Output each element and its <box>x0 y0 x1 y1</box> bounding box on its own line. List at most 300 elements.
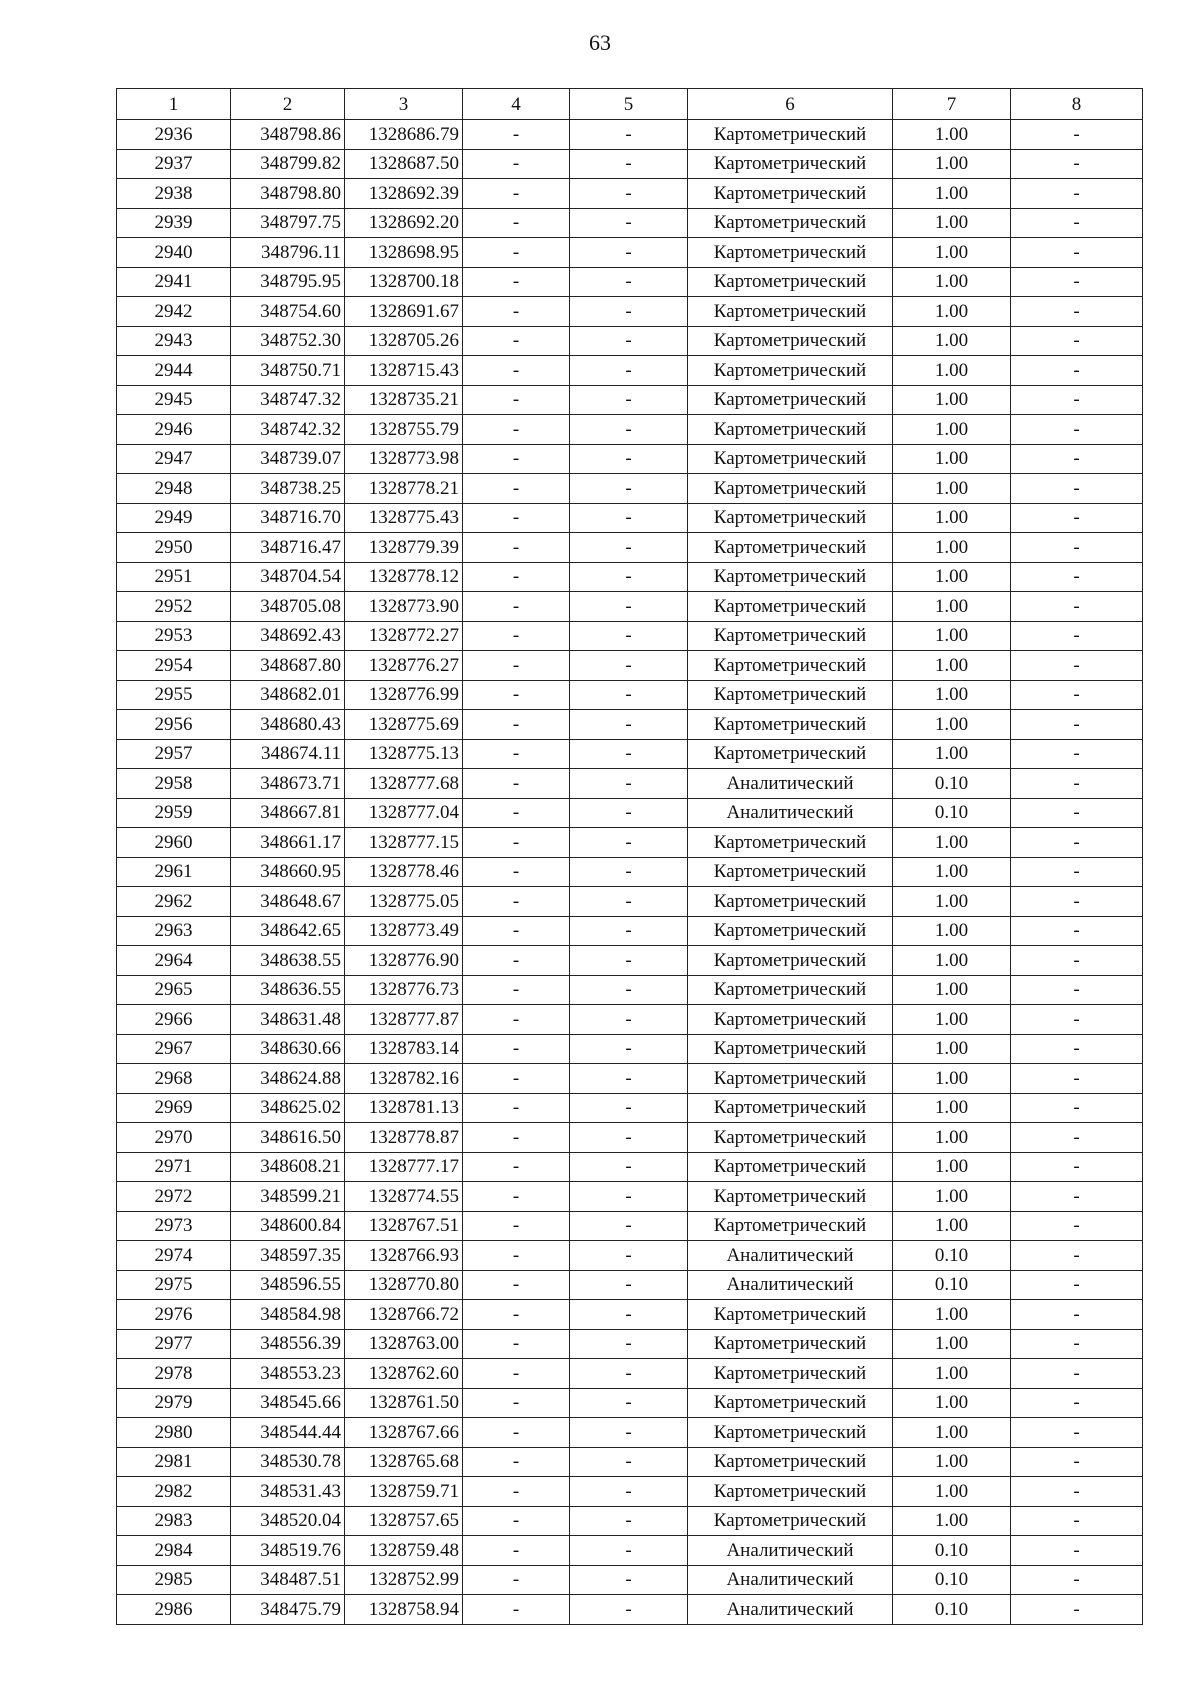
x-coordinate-cell: 348608.21 <box>231 1152 345 1182</box>
y-coordinate-cell: 1328759.71 <box>345 1477 463 1507</box>
point-number-cell: 2983 <box>117 1506 231 1536</box>
method-cell: Картометрический <box>688 385 893 415</box>
y-coordinate-cell: 1328775.43 <box>345 503 463 533</box>
table-row <box>117 297 1143 327</box>
x-coordinate-cell: 348531.43 <box>231 1477 345 1507</box>
column-4-cell: - <box>463 208 570 238</box>
column-8-cell: - <box>1011 149 1143 179</box>
column-5-cell: - <box>570 592 688 622</box>
point-number-cell: 2952 <box>117 592 231 622</box>
point-number-cell: 2985 <box>117 1565 231 1595</box>
method-cell: Картометрический <box>688 1034 893 1064</box>
column-8-cell: - <box>1011 1565 1143 1595</box>
accuracy-cell: 1.00 <box>893 356 1011 386</box>
column-8-cell: - <box>1011 710 1143 740</box>
column-5-cell: - <box>570 887 688 917</box>
column-header: 1 <box>117 89 231 120</box>
point-number-cell: 2950 <box>117 533 231 563</box>
column-5-cell: - <box>570 710 688 740</box>
y-coordinate-cell: 1328757.65 <box>345 1506 463 1536</box>
point-number-cell: 2944 <box>117 356 231 386</box>
column-5-cell: - <box>570 474 688 504</box>
column-8-cell: - <box>1011 1005 1143 1035</box>
column-4-cell: - <box>463 887 570 917</box>
method-cell: Картометрический <box>688 1477 893 1507</box>
table-row <box>117 710 1143 740</box>
accuracy-cell: 1.00 <box>893 975 1011 1005</box>
x-coordinate-cell: 348747.32 <box>231 385 345 415</box>
x-coordinate-cell: 348630.66 <box>231 1034 345 1064</box>
column-5-cell: - <box>570 1123 688 1153</box>
table-row <box>117 1241 1143 1271</box>
y-coordinate-cell: 1328759.48 <box>345 1536 463 1566</box>
accuracy-cell: 1.00 <box>893 946 1011 976</box>
accuracy-cell: 1.00 <box>893 562 1011 592</box>
column-5-cell: - <box>570 1477 688 1507</box>
method-cell: Картометрический <box>688 680 893 710</box>
accuracy-cell: 1.00 <box>893 1300 1011 1330</box>
column-header: 7 <box>893 89 1011 120</box>
y-coordinate-cell: 1328758.94 <box>345 1595 463 1625</box>
column-4-cell: - <box>463 651 570 681</box>
accuracy-cell: 1.00 <box>893 1477 1011 1507</box>
accuracy-cell: 0.10 <box>893 798 1011 828</box>
point-number-cell: 2942 <box>117 297 231 327</box>
x-coordinate-cell: 348795.95 <box>231 267 345 297</box>
table-row <box>117 1536 1143 1566</box>
accuracy-cell: 1.00 <box>893 1123 1011 1153</box>
y-coordinate-cell: 1328766.72 <box>345 1300 463 1330</box>
y-coordinate-cell: 1328776.73 <box>345 975 463 1005</box>
y-coordinate-cell: 1328781.13 <box>345 1093 463 1123</box>
x-coordinate-cell: 348648.67 <box>231 887 345 917</box>
column-header: 6 <box>688 89 893 120</box>
column-8-cell: - <box>1011 415 1143 445</box>
column-5-cell: - <box>570 1418 688 1448</box>
column-4-cell: - <box>463 975 570 1005</box>
column-5-cell: - <box>570 1152 688 1182</box>
column-8-cell: - <box>1011 474 1143 504</box>
column-4-cell: - <box>463 1477 570 1507</box>
x-coordinate-cell: 348584.98 <box>231 1300 345 1330</box>
method-cell: Картометрический <box>688 916 893 946</box>
table-row <box>117 1565 1143 1595</box>
table-row <box>117 238 1143 268</box>
accuracy-cell: 0.10 <box>893 1270 1011 1300</box>
column-8-cell: - <box>1011 503 1143 533</box>
x-coordinate-cell: 348667.81 <box>231 798 345 828</box>
column-4-cell: - <box>463 946 570 976</box>
y-coordinate-cell: 1328763.00 <box>345 1329 463 1359</box>
y-coordinate-cell: 1328778.12 <box>345 562 463 592</box>
point-number-cell: 2947 <box>117 444 231 474</box>
column-4-cell: - <box>463 916 570 946</box>
accuracy-cell: 1.00 <box>893 415 1011 445</box>
table-row <box>117 1270 1143 1300</box>
point-number-cell: 2941 <box>117 267 231 297</box>
column-4-cell: - <box>463 828 570 858</box>
column-4-cell: - <box>463 1329 570 1359</box>
column-8-cell: - <box>1011 1270 1143 1300</box>
column-4-cell: - <box>463 1300 570 1330</box>
table-row <box>117 1388 1143 1418</box>
column-4-cell: - <box>463 385 570 415</box>
method-cell: Картометрический <box>688 179 893 209</box>
x-coordinate-cell: 348738.25 <box>231 474 345 504</box>
column-5-cell: - <box>570 562 688 592</box>
accuracy-cell: 1.00 <box>893 1093 1011 1123</box>
column-4-cell: - <box>463 179 570 209</box>
coordinates-table <box>116 88 1143 1625</box>
column-header: 2 <box>231 89 345 120</box>
column-8-cell: - <box>1011 828 1143 858</box>
method-cell: Картометрический <box>688 946 893 976</box>
column-5-cell: - <box>570 1182 688 1212</box>
point-number-cell: 2940 <box>117 238 231 268</box>
y-coordinate-cell: 1328777.68 <box>345 769 463 799</box>
method-cell: Картометрический <box>688 1447 893 1477</box>
column-8-cell: - <box>1011 946 1143 976</box>
table-row <box>117 1329 1143 1359</box>
column-8-cell: - <box>1011 1447 1143 1477</box>
column-4-cell: - <box>463 562 570 592</box>
point-number-cell: 2984 <box>117 1536 231 1566</box>
accuracy-cell: 1.00 <box>893 916 1011 946</box>
point-number-cell: 2954 <box>117 651 231 681</box>
method-cell: Картометрический <box>688 1123 893 1153</box>
method-cell: Аналитический <box>688 769 893 799</box>
table-row <box>117 680 1143 710</box>
column-5-cell: - <box>570 1241 688 1271</box>
x-coordinate-cell: 348544.44 <box>231 1418 345 1448</box>
method-cell: Картометрический <box>688 1211 893 1241</box>
column-4-cell: - <box>463 1388 570 1418</box>
column-5-cell: - <box>570 297 688 327</box>
accuracy-cell: 1.00 <box>893 503 1011 533</box>
y-coordinate-cell: 1328715.43 <box>345 356 463 386</box>
x-coordinate-cell: 348796.11 <box>231 238 345 268</box>
table-row <box>117 828 1143 858</box>
x-coordinate-cell: 348742.32 <box>231 415 345 445</box>
column-8-cell: - <box>1011 267 1143 297</box>
column-8-cell: - <box>1011 1064 1143 1094</box>
method-cell: Картометрический <box>688 1388 893 1418</box>
accuracy-cell: 1.00 <box>893 857 1011 887</box>
x-coordinate-cell: 348642.65 <box>231 916 345 946</box>
column-8-cell: - <box>1011 444 1143 474</box>
column-8-cell: - <box>1011 1388 1143 1418</box>
y-coordinate-cell: 1328691.67 <box>345 297 463 327</box>
column-5-cell: - <box>570 946 688 976</box>
accuracy-cell: 1.00 <box>893 1064 1011 1094</box>
column-4-cell: - <box>463 267 570 297</box>
method-cell: Картометрический <box>688 356 893 386</box>
column-8-cell: - <box>1011 533 1143 563</box>
point-number-cell: 2978 <box>117 1359 231 1389</box>
y-coordinate-cell: 1328776.90 <box>345 946 463 976</box>
table-row <box>117 1005 1143 1035</box>
point-number-cell: 2960 <box>117 828 231 858</box>
column-8-cell: - <box>1011 1477 1143 1507</box>
table-row <box>117 1447 1143 1477</box>
table-body <box>117 120 1143 1625</box>
accuracy-cell: 1.00 <box>893 238 1011 268</box>
column-header: 4 <box>463 89 570 120</box>
column-4-cell: - <box>463 533 570 563</box>
accuracy-cell: 1.00 <box>893 680 1011 710</box>
point-number-cell: 2970 <box>117 1123 231 1153</box>
point-number-cell: 2974 <box>117 1241 231 1271</box>
y-coordinate-cell: 1328705.26 <box>345 326 463 356</box>
column-4-cell: - <box>463 1270 570 1300</box>
x-coordinate-cell: 348754.60 <box>231 297 345 327</box>
table-row <box>117 592 1143 622</box>
x-coordinate-cell: 348597.35 <box>231 1241 345 1271</box>
point-number-cell: 2958 <box>117 769 231 799</box>
point-number-cell: 2979 <box>117 1388 231 1418</box>
point-number-cell: 2938 <box>117 179 231 209</box>
table-row <box>117 1182 1143 1212</box>
y-coordinate-cell: 1328772.27 <box>345 621 463 651</box>
accuracy-cell: 1.00 <box>893 1034 1011 1064</box>
accuracy-cell: 0.10 <box>893 769 1011 799</box>
table-row <box>117 739 1143 769</box>
method-cell: Аналитический <box>688 798 893 828</box>
y-coordinate-cell: 1328777.17 <box>345 1152 463 1182</box>
table-row <box>117 356 1143 386</box>
column-8-cell: - <box>1011 297 1143 327</box>
table-row <box>117 887 1143 917</box>
column-4-cell: - <box>463 710 570 740</box>
x-coordinate-cell: 348475.79 <box>231 1595 345 1625</box>
method-cell: Картометрический <box>688 828 893 858</box>
table-row <box>117 1034 1143 1064</box>
point-number-cell: 2951 <box>117 562 231 592</box>
column-5-cell: - <box>570 1064 688 1094</box>
y-coordinate-cell: 1328775.69 <box>345 710 463 740</box>
y-coordinate-cell: 1328775.13 <box>345 739 463 769</box>
accuracy-cell: 1.00 <box>893 1005 1011 1035</box>
column-8-cell: - <box>1011 1123 1143 1153</box>
method-cell: Картометрический <box>688 208 893 238</box>
accuracy-cell: 1.00 <box>893 385 1011 415</box>
method-cell: Картометрический <box>688 533 893 563</box>
y-coordinate-cell: 1328775.05 <box>345 887 463 917</box>
column-8-cell: - <box>1011 1595 1143 1625</box>
table-row <box>117 267 1143 297</box>
column-5-cell: - <box>570 651 688 681</box>
table-row <box>117 120 1143 150</box>
y-coordinate-cell: 1328765.68 <box>345 1447 463 1477</box>
point-number-cell: 2961 <box>117 857 231 887</box>
column-8-cell: - <box>1011 592 1143 622</box>
point-number-cell: 2937 <box>117 149 231 179</box>
column-4-cell: - <box>463 1152 570 1182</box>
method-cell: Картометрический <box>688 415 893 445</box>
column-8-cell: - <box>1011 120 1143 150</box>
column-8-cell: - <box>1011 798 1143 828</box>
point-number-cell: 2977 <box>117 1329 231 1359</box>
column-4-cell: - <box>463 1536 570 1566</box>
x-coordinate-cell: 348530.78 <box>231 1447 345 1477</box>
column-4-cell: - <box>463 503 570 533</box>
table-row <box>117 1477 1143 1507</box>
table-row <box>117 946 1143 976</box>
column-5-cell: - <box>570 208 688 238</box>
column-8-cell: - <box>1011 621 1143 651</box>
accuracy-cell: 1.00 <box>893 1418 1011 1448</box>
y-coordinate-cell: 1328773.49 <box>345 916 463 946</box>
point-number-cell: 2965 <box>117 975 231 1005</box>
column-8-cell: - <box>1011 1182 1143 1212</box>
column-4-cell: - <box>463 444 570 474</box>
accuracy-cell: 1.00 <box>893 267 1011 297</box>
accuracy-cell: 0.10 <box>893 1595 1011 1625</box>
column-5-cell: - <box>570 267 688 297</box>
table-row <box>117 798 1143 828</box>
column-5-cell: - <box>570 1506 688 1536</box>
column-4-cell: - <box>463 120 570 150</box>
point-number-cell: 2969 <box>117 1093 231 1123</box>
column-8-cell: - <box>1011 1506 1143 1536</box>
x-coordinate-cell: 348705.08 <box>231 592 345 622</box>
column-8-cell: - <box>1011 385 1143 415</box>
column-4-cell: - <box>463 415 570 445</box>
column-5-cell: - <box>570 356 688 386</box>
table-row <box>117 385 1143 415</box>
point-number-cell: 2949 <box>117 503 231 533</box>
column-8-cell: - <box>1011 887 1143 917</box>
method-cell: Картометрический <box>688 887 893 917</box>
point-number-cell: 2957 <box>117 739 231 769</box>
accuracy-cell: 1.00 <box>893 444 1011 474</box>
table-row <box>117 326 1143 356</box>
column-8-cell: - <box>1011 975 1143 1005</box>
table-row <box>117 1359 1143 1389</box>
column-4-cell: - <box>463 1241 570 1271</box>
column-5-cell: - <box>570 769 688 799</box>
table-row <box>117 533 1143 563</box>
x-coordinate-cell: 348519.76 <box>231 1536 345 1566</box>
method-cell: Картометрический <box>688 238 893 268</box>
method-cell: Картометрический <box>688 267 893 297</box>
column-8-cell: - <box>1011 562 1143 592</box>
accuracy-cell: 1.00 <box>893 621 1011 651</box>
method-cell: Картометрический <box>688 503 893 533</box>
accuracy-cell: 0.10 <box>893 1536 1011 1566</box>
point-number-cell: 2939 <box>117 208 231 238</box>
column-5-cell: - <box>570 857 688 887</box>
method-cell: Картометрический <box>688 1093 893 1123</box>
column-8-cell: - <box>1011 680 1143 710</box>
column-5-cell: - <box>570 916 688 946</box>
point-number-cell: 2955 <box>117 680 231 710</box>
column-5-cell: - <box>570 1300 688 1330</box>
column-5-cell: - <box>570 1565 688 1595</box>
accuracy-cell: 1.00 <box>893 179 1011 209</box>
method-cell: Картометрический <box>688 326 893 356</box>
column-8-cell: - <box>1011 238 1143 268</box>
method-cell: Аналитический <box>688 1595 893 1625</box>
y-coordinate-cell: 1328773.98 <box>345 444 463 474</box>
table-row <box>117 1595 1143 1625</box>
method-cell: Картометрический <box>688 297 893 327</box>
column-5-cell: - <box>570 1447 688 1477</box>
column-5-cell: - <box>570 179 688 209</box>
y-coordinate-cell: 1328778.87 <box>345 1123 463 1153</box>
x-coordinate-cell: 348739.07 <box>231 444 345 474</box>
accuracy-cell: 1.00 <box>893 208 1011 238</box>
column-8-cell: - <box>1011 356 1143 386</box>
table-row <box>117 208 1143 238</box>
table-row <box>117 179 1143 209</box>
accuracy-cell: 1.00 <box>893 1182 1011 1212</box>
column-8-cell: - <box>1011 916 1143 946</box>
accuracy-cell: 1.00 <box>893 1152 1011 1182</box>
x-coordinate-cell: 348687.80 <box>231 651 345 681</box>
accuracy-cell: 1.00 <box>893 1506 1011 1536</box>
method-cell: Аналитический <box>688 1270 893 1300</box>
point-number-cell: 2982 <box>117 1477 231 1507</box>
column-header: 5 <box>570 89 688 120</box>
column-header: 3 <box>345 89 463 120</box>
x-coordinate-cell: 348716.70 <box>231 503 345 533</box>
table-row <box>117 474 1143 504</box>
accuracy-cell: 1.00 <box>893 1388 1011 1418</box>
x-coordinate-cell: 348600.84 <box>231 1211 345 1241</box>
column-4-cell: - <box>463 739 570 769</box>
method-cell: Картометрический <box>688 621 893 651</box>
column-5-cell: - <box>570 1005 688 1035</box>
x-coordinate-cell: 348556.39 <box>231 1329 345 1359</box>
column-8-cell: - <box>1011 208 1143 238</box>
y-coordinate-cell: 1328778.21 <box>345 474 463 504</box>
accuracy-cell: 1.00 <box>893 887 1011 917</box>
accuracy-cell: 0.10 <box>893 1565 1011 1595</box>
y-coordinate-cell: 1328767.66 <box>345 1418 463 1448</box>
column-4-cell: - <box>463 1093 570 1123</box>
accuracy-cell: 1.00 <box>893 1359 1011 1389</box>
point-number-cell: 2980 <box>117 1418 231 1448</box>
x-coordinate-cell: 348704.54 <box>231 562 345 592</box>
accuracy-cell: 1.00 <box>893 1447 1011 1477</box>
y-coordinate-cell: 1328755.79 <box>345 415 463 445</box>
column-5-cell: - <box>570 149 688 179</box>
column-header: 8 <box>1011 89 1143 120</box>
column-5-cell: - <box>570 1329 688 1359</box>
y-coordinate-cell: 1328777.04 <box>345 798 463 828</box>
column-4-cell: - <box>463 1211 570 1241</box>
table-row <box>117 769 1143 799</box>
x-coordinate-cell: 348638.55 <box>231 946 345 976</box>
column-4-cell: - <box>463 1595 570 1625</box>
column-5-cell: - <box>570 798 688 828</box>
y-coordinate-cell: 1328782.16 <box>345 1064 463 1094</box>
table-row <box>117 916 1143 946</box>
column-8-cell: - <box>1011 857 1143 887</box>
y-coordinate-cell: 1328777.15 <box>345 828 463 858</box>
accuracy-cell: 1.00 <box>893 828 1011 858</box>
x-coordinate-cell: 348545.66 <box>231 1388 345 1418</box>
y-coordinate-cell: 1328777.87 <box>345 1005 463 1035</box>
column-8-cell: - <box>1011 769 1143 799</box>
column-5-cell: - <box>570 385 688 415</box>
x-coordinate-cell: 348624.88 <box>231 1064 345 1094</box>
column-4-cell: - <box>463 1565 570 1595</box>
accuracy-cell: 1.00 <box>893 533 1011 563</box>
accuracy-cell: 1.00 <box>893 1329 1011 1359</box>
column-5-cell: - <box>570 1093 688 1123</box>
